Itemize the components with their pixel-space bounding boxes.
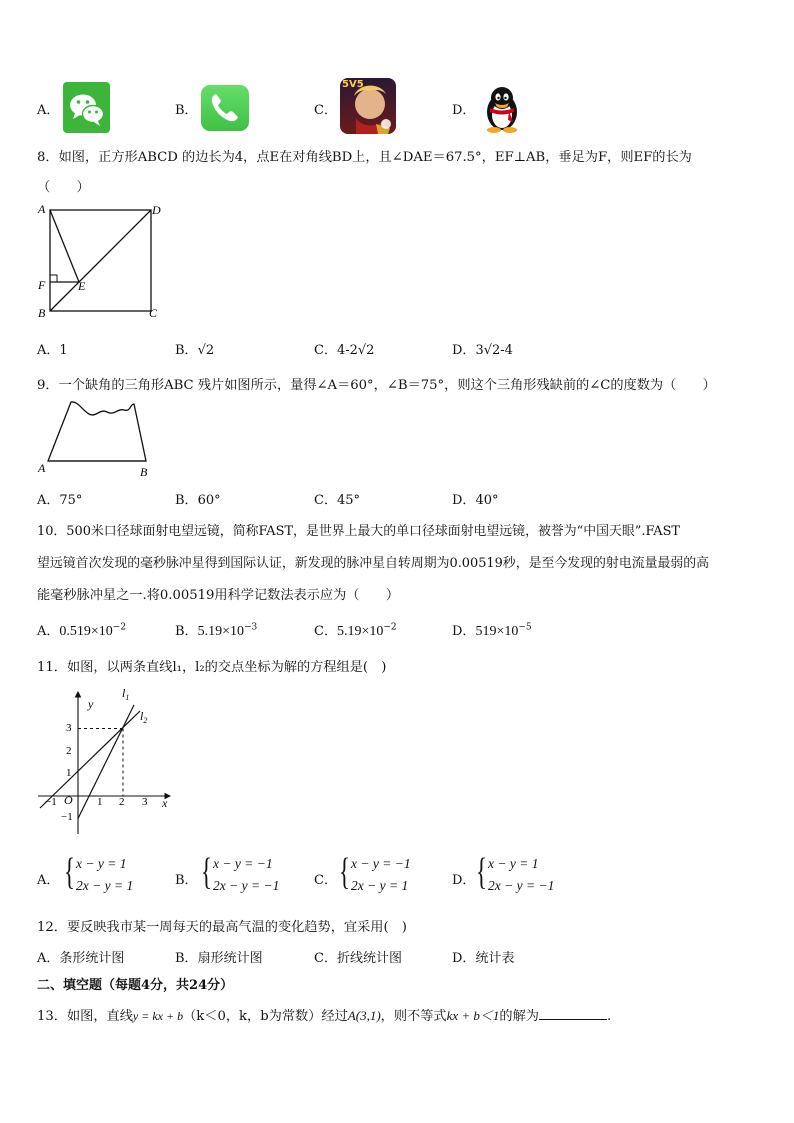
x-tick-1: 1 bbox=[97, 796, 103, 808]
q12-option-a: A．条形统计图 bbox=[37, 951, 125, 966]
q8-option-c: C．4-2√2 bbox=[314, 343, 375, 358]
q12-option-d: D．统计表 bbox=[452, 951, 515, 966]
q11-graph-figure bbox=[34, 684, 184, 836]
qq-penguin-icon bbox=[478, 84, 526, 134]
q13-answer-blank bbox=[539, 1007, 607, 1020]
q9-label-a: A bbox=[38, 461, 46, 475]
line-l1 bbox=[78, 705, 134, 819]
q8-option-d: D．3√2-4 bbox=[452, 343, 513, 358]
x-tick-neg1: −1 bbox=[45, 796, 57, 808]
q11-text: 11．如图，以两条直线l₁，l₂的交点坐标为解的方程组是( ) bbox=[37, 660, 387, 675]
q11-option-a-system: { x − y = 1 2x − y = 1 bbox=[64, 851, 134, 893]
q8-label-a: A bbox=[38, 202, 46, 216]
q13-text: 13．如图，直线y = kx + b（k＜0，k，b为常数）经过A(3,1)，则不等式kx + b＜1的解为 . bbox=[37, 1008, 612, 1024]
q11-option-b-system: { x − y = −1 2x − y = −1 bbox=[201, 851, 280, 893]
phone-icon bbox=[201, 85, 249, 131]
q10-option-b: B．$5.19\times 10^{-3}$ bbox=[175, 622, 258, 639]
q12-option-b: B．扇形统计图 bbox=[175, 951, 263, 966]
origin-label: O bbox=[64, 793, 73, 807]
y-tick-neg1: −1 bbox=[61, 811, 73, 823]
q8-label-c: C bbox=[149, 306, 158, 320]
q9-option-d: D．40° bbox=[452, 493, 499, 508]
l1-label: $l_1$ bbox=[122, 686, 130, 702]
q9-option-a: A．75° bbox=[37, 493, 83, 508]
y-tick-2: 2 bbox=[66, 745, 72, 757]
x-tick-3: 3 bbox=[142, 796, 148, 808]
q10-line-3: 能毫秒脉冲星之一.将0.00519用科学记数法表示应为（ ） bbox=[37, 588, 400, 603]
q10-option-a: A．$0.519\times 10^{-2}$ bbox=[37, 622, 127, 639]
q11-option-d-system: { x − y = 1 2x − y = −1 bbox=[476, 851, 555, 893]
q11-option-c-letter: C． bbox=[314, 873, 337, 888]
q8-label-f: F bbox=[38, 278, 46, 292]
q8-option-a: A．1 bbox=[37, 343, 68, 358]
q7-option-a-letter: A． bbox=[37, 103, 60, 118]
q8-option-b: B．√2 bbox=[175, 343, 215, 358]
q9-option-b: B．60° bbox=[175, 493, 221, 508]
q8-square-figure bbox=[34, 201, 166, 323]
q10-line-1: 10．500米口径球面射电望远镜，简称FAST，是世界上最大的单口径球面射电望远镜，被誉为“中国天眼”.FAST bbox=[37, 524, 681, 539]
x-axis-label: x bbox=[162, 796, 168, 810]
y-axis-label: y bbox=[88, 697, 94, 711]
q8-label-e: E bbox=[78, 279, 86, 293]
q7-option-d-letter: D． bbox=[452, 103, 476, 118]
wechat-icon bbox=[63, 82, 110, 133]
q10-option-c: C．$5.19\times 10^{-2}$ bbox=[314, 622, 397, 639]
q8-label-b: B bbox=[38, 306, 46, 320]
q11-option-c-system: { x − y = −1 2x − y = 1 bbox=[339, 851, 411, 893]
q8-label-d: D bbox=[152, 203, 161, 217]
y-tick-3: 3 bbox=[66, 722, 72, 734]
q8-paren: （ ） bbox=[37, 180, 90, 195]
q7-option-b-letter: B． bbox=[175, 103, 198, 118]
x-tick-2: 2 bbox=[119, 796, 125, 808]
q9-text: 9．一个缺角的三角形ABC 残片如图所示，量得∠A＝60°，∠B＝75°，则这个三角形残缺前的∠C的度数为（ ） bbox=[37, 378, 716, 393]
game-icon bbox=[340, 78, 396, 134]
q8-text: 8．如图，正方形ABCD 的边长为4，点E在对角线BD上，且∠DAE＝67.5°，EF⊥AB，垂足为F，则EF的长为 bbox=[37, 150, 692, 165]
q12-option-c: C．折线统计图 bbox=[314, 951, 402, 966]
q11-option-b-letter: B． bbox=[175, 873, 198, 888]
q9-label-b: B bbox=[140, 465, 148, 478]
q12-text: 12．要反映我市某一周每天的最高气温的变化趋势，宜采用( ) bbox=[37, 920, 407, 935]
y-tick-1: 1 bbox=[66, 767, 72, 779]
l2-label: $l_2$ bbox=[140, 709, 148, 725]
q7-option-c-letter: C． bbox=[314, 103, 337, 118]
q10-line-2: 望远镜首次发现的毫秒脉冲星得到国际认证，新发现的脉冲星自转周期为0.00519秒，是至今发现的射电流量最弱的高 bbox=[37, 556, 710, 571]
q10-option-d: D．$519\times 10^{-5}$ bbox=[452, 622, 532, 639]
section-2-heading: 二、填空题（每题4分，共24分） bbox=[37, 978, 234, 993]
game-badge: 5V5 bbox=[342, 79, 364, 90]
q11-option-a-letter: A． bbox=[37, 873, 60, 888]
q9-broken-triangle-figure bbox=[34, 396, 156, 478]
q9-option-c: C．45° bbox=[314, 493, 360, 508]
q11-option-d-letter: D． bbox=[452, 873, 476, 888]
